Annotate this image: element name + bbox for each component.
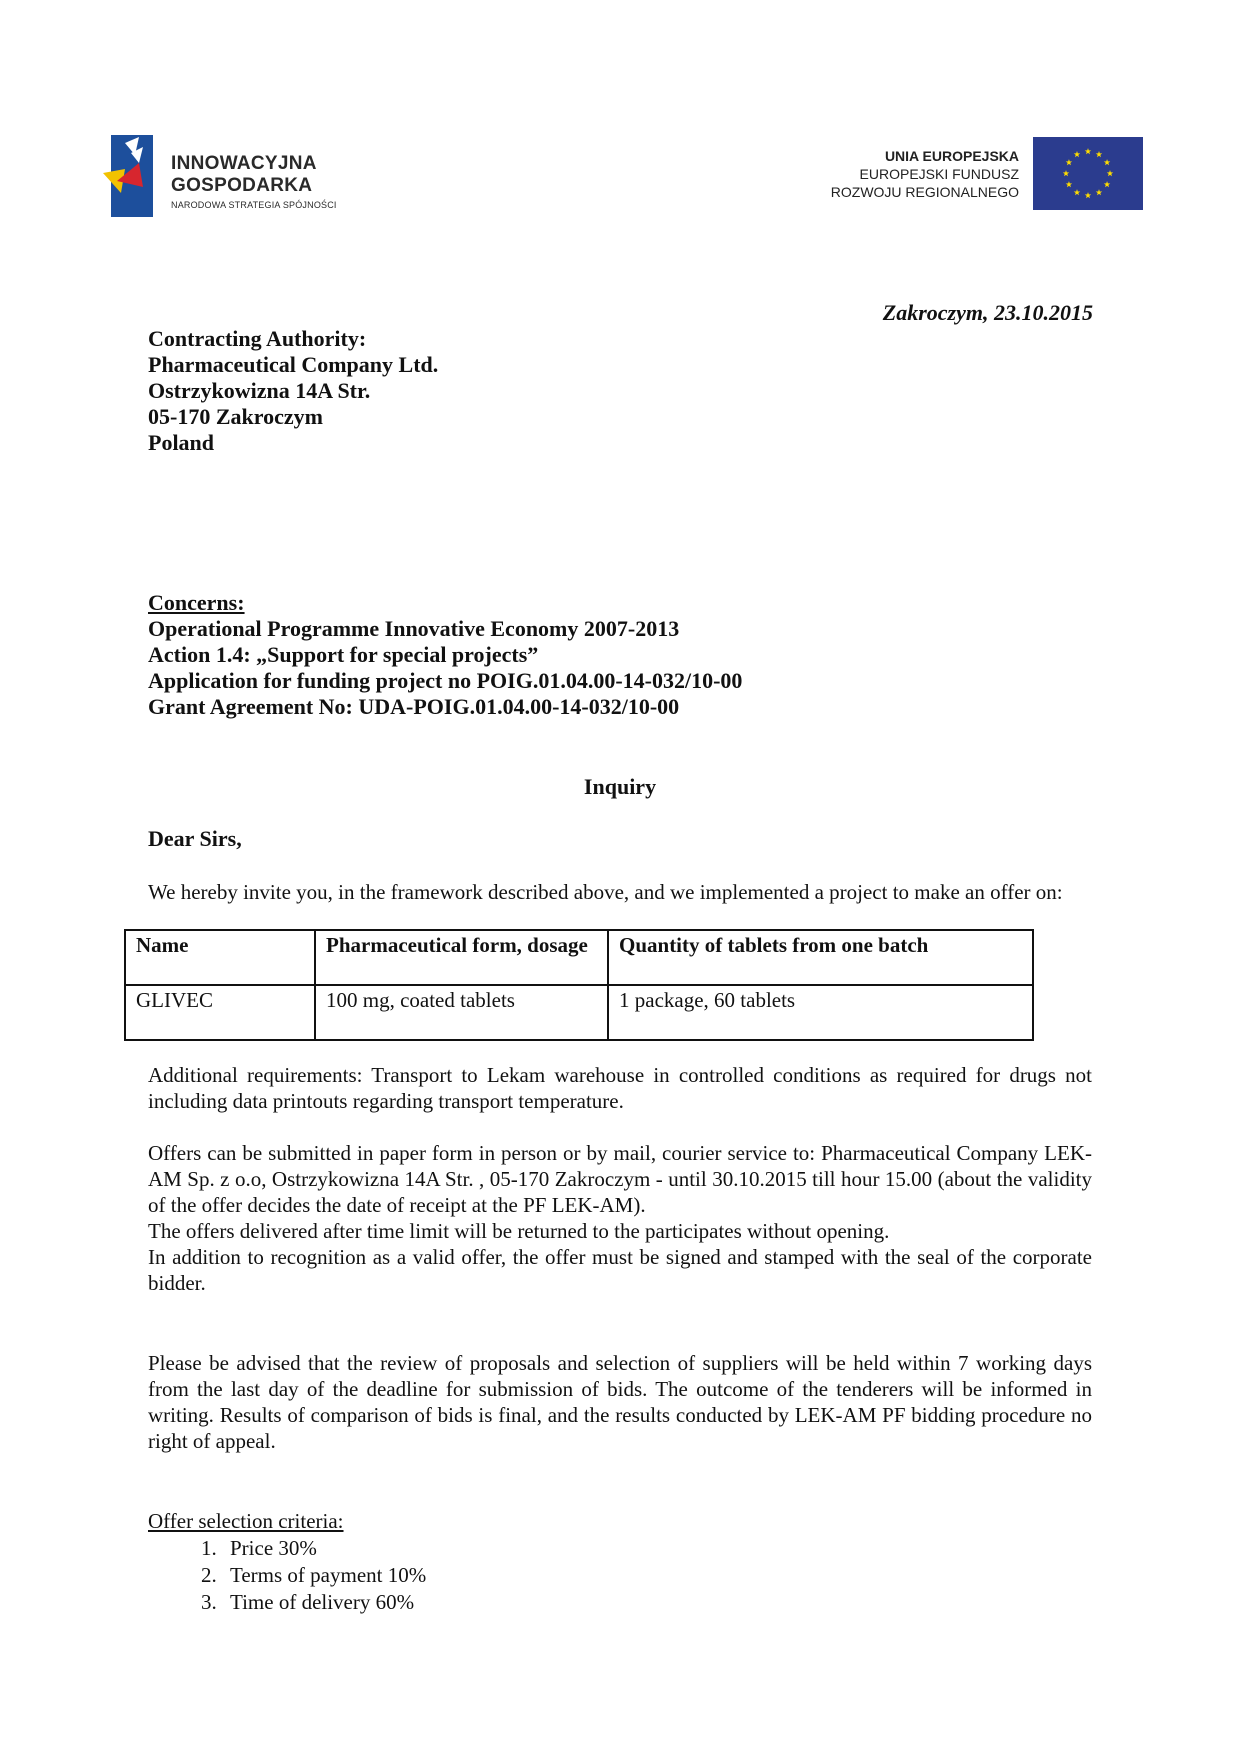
left-logo-line1: INNOWACYJNA bbox=[171, 153, 317, 174]
table-header-cell: Name bbox=[125, 930, 315, 985]
eu-flag-icon bbox=[1033, 137, 1143, 210]
selection-criteria bbox=[148, 1508, 426, 1616]
concerns-line: Action 1.4: „Support for special projects” bbox=[148, 642, 539, 667]
authority-line: Contracting Authority: bbox=[148, 326, 367, 351]
right-logo-line1: UNIA EUROPEJSKA bbox=[884, 148, 1019, 164]
review-paragraph: Please be advised that the review of proposals and selection of suppliers will be held within 7 working days from the last day of the deadline for submission of bids. The outcome of the tenderers will be informed in writing. Results of comparison of bids is final, and the results conducted by LEK-AM PF bidding procedure no right of appeal. bbox=[148, 1351, 1092, 1453]
offers-paragraph: In addition to recognition as a valid offer, the offer must be signed and stamped with the seal of the corporate bidder. bbox=[148, 1245, 1092, 1295]
authority-line: Ostrzykowizna 14A Str. bbox=[148, 378, 371, 403]
list-item: 2. Terms of payment 10% bbox=[222, 1562, 426, 1589]
place-date: Zakroczym, 23.10.2015 bbox=[882, 300, 1093, 325]
table-cell: GLIVEC bbox=[125, 985, 315, 1040]
offer-table bbox=[124, 929, 1034, 1041]
table-header-row bbox=[125, 930, 1033, 985]
contracting-authority-block bbox=[148, 326, 438, 456]
left-logo-text bbox=[171, 153, 337, 210]
table-cell: 100 mg, coated tablets bbox=[315, 985, 608, 1040]
criteria-heading: Offer selection criteria: bbox=[148, 1509, 344, 1533]
concerns-line: Operational Programme Innovative Economy 2007-2013 bbox=[148, 616, 680, 641]
left-logo-line3: NARODOWA STRATEGIA SPÓJNOŚCI bbox=[171, 200, 337, 210]
concerns-line: Application for funding project no POIG.01.04.00-14-032/10-00 bbox=[148, 668, 743, 693]
authority-line: Pharmaceutical Company Ltd. bbox=[148, 352, 439, 377]
concerns-heading: Concerns: bbox=[148, 590, 245, 615]
right-logo-text bbox=[831, 147, 1019, 201]
right-logo-line3: ROZWOJU REGIONALNEGO bbox=[830, 184, 1019, 200]
authority-line: Poland bbox=[148, 430, 215, 455]
offers-block bbox=[148, 1140, 1092, 1296]
criteria-list bbox=[148, 1535, 426, 1616]
offers-paragraph: Offers can be submitted in paper form in person or by mail, courier service to: Pharmaceutical Company LEK-AM Sp. z o.o, Ostrzykowizna 14A Str. , 05-170 Zakroczym - until 30.10.2015 till hour 15.00 (about the validity of the offer decides the date of receipt at the PF LEK-AM). bbox=[148, 1141, 1092, 1217]
table-header-cell: Quantity of tablets from one batch bbox=[608, 930, 1033, 985]
innovation-flag-icon bbox=[103, 133, 171, 219]
right-logo-line2: EUROPEJSKI FUNDUSZ bbox=[859, 166, 1019, 182]
concerns-line: Grant Agreement No: UDA-POIG.01.04.00-14-032/10-00 bbox=[148, 694, 680, 719]
document-title: Inquiry bbox=[583, 774, 657, 799]
concerns-block bbox=[148, 590, 742, 720]
table-cell: 1 package, 60 tablets bbox=[608, 985, 1033, 1040]
table-header-cell: Pharmaceutical form, dosage bbox=[315, 930, 608, 985]
authority-line: 05-170 Zakroczym bbox=[148, 404, 323, 429]
left-logo-line2: GOSPODARKA bbox=[171, 175, 313, 196]
eu-fund-logo bbox=[823, 137, 1143, 211]
innowacyjna-gospodarka-logo bbox=[103, 133, 363, 219]
list-item: 3. Time of delivery 60% bbox=[222, 1589, 426, 1616]
table-row bbox=[125, 985, 1033, 1040]
requirements-paragraph: Additional requirements: Transport to Lekam warehouse in controlled conditions as required for drugs not including data printouts regarding transport temperature. bbox=[148, 1063, 1092, 1113]
offers-paragraph: The offers delivered after time limit will be returned to the participates without opening. bbox=[148, 1219, 890, 1243]
invite-paragraph: We hereby invite you, in the framework described above, and we implemented a project to make an offer on: bbox=[148, 880, 1063, 904]
salutation: Dear Sirs, bbox=[148, 826, 242, 851]
list-item: 1. Price 30% bbox=[222, 1535, 426, 1562]
